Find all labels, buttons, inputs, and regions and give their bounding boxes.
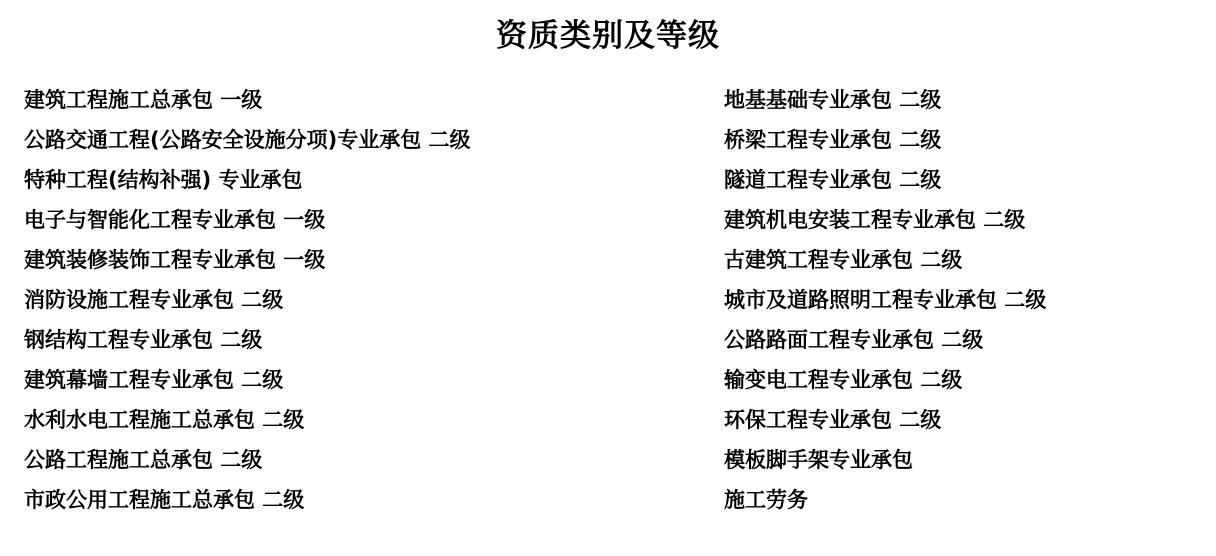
qualification-list (0, 80, 1216, 520)
list-item: 市政公用工程施工总承包 二级 (24, 488, 305, 512)
list-item: 施工劳务 (724, 488, 808, 512)
list-item: 城市及道路照明工程专业承包 二级 (724, 288, 1047, 312)
list-item: 古建筑工程专业承包 二级 (724, 248, 963, 272)
list-item: 模板脚手架专业承包 (724, 448, 913, 472)
list-item: 隧道工程专业承包 二级 (724, 168, 942, 192)
list-item: 公路路面工程专业承包 二级 (724, 328, 984, 352)
list-item: 建筑机电安装工程专业承包 二级 (724, 208, 1026, 232)
list-item: 建筑幕墙工程专业承包 二级 (24, 368, 284, 392)
list-item: 水利水电工程施工总承包 二级 (24, 408, 305, 432)
list-item: 地基基础专业承包 二级 (724, 88, 942, 112)
page-title: 资质类别及等级 (496, 18, 720, 54)
list-item: 公路工程施工总承包 二级 (24, 448, 263, 472)
list-item: 特种工程(结构补强) 专业承包 (24, 168, 303, 192)
list-item: 钢结构工程专业承包 二级 (24, 328, 263, 352)
right-column (724, 80, 1192, 520)
list-item: 输变电工程专业承包 二级 (724, 368, 963, 392)
list-item: 建筑工程施工总承包 一级 (24, 88, 263, 112)
list-item: 公路交通工程(公路安全设施分项)专业承包 二级 (24, 128, 471, 152)
list-item: 桥梁工程专业承包 二级 (724, 128, 942, 152)
list-item: 电子与智能化工程专业承包 一级 (24, 208, 326, 232)
document-page (0, 14, 1216, 556)
left-column (24, 80, 724, 520)
list-item: 环保工程专业承包 二级 (724, 408, 942, 432)
list-item: 消防设施工程专业承包 二级 (24, 288, 284, 312)
list-item: 建筑装修装饰工程专业承包 一级 (24, 248, 326, 272)
